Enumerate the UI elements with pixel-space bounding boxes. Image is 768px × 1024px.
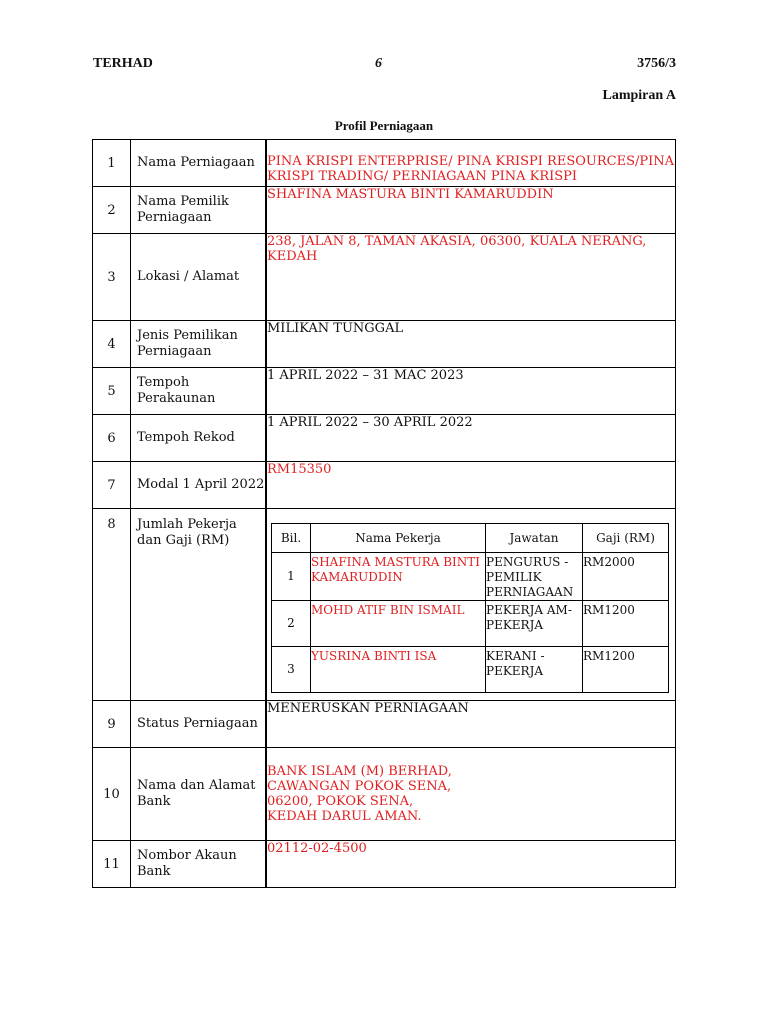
table-row — [272, 601, 669, 647]
bank-line: 06200, POKOK SENA, — [267, 794, 414, 809]
staff-salary[interactable] — [583, 601, 669, 647]
table-row — [93, 321, 676, 368]
staff-position[interactable] — [486, 601, 583, 647]
bank-line: KEDAH DARUL AMAN. — [267, 809, 422, 824]
bank-line: BANK ISLAM (M) BERHAD, — [267, 764, 452, 779]
field-label: Modal 1 April 2022 — [131, 462, 267, 509]
table-row — [93, 368, 676, 415]
table-row — [93, 462, 676, 509]
accounting-period-value[interactable] — [266, 368, 676, 415]
row-number: 4 — [93, 321, 131, 368]
bank-line: CAWANGAN POKOK SENA, — [267, 779, 452, 794]
column-header: Jawatan — [486, 524, 583, 553]
staff-position-text: PENGURUS - PEMILIK PERNIAGAAN — [486, 555, 574, 599]
header-classification: TERHAD — [93, 56, 153, 71]
field-value: 238, JALAN 8, TAMAN AKASIA, 06300, KUALA NERANG, KEDAH — [267, 234, 647, 264]
row-number: 1 — [93, 140, 131, 187]
field-value: PINA KRISPI ENTERPRISE/ PINA KRISPI RESOURCES/PINA KRISPI TRADING/ PERNIAGAAN PINA KRISPI — [267, 154, 675, 184]
field-label: Nama dan Alamat Bank — [131, 748, 267, 841]
owner-name-value[interactable] — [266, 187, 676, 234]
field-label: Jenis Pemilikan Perniagaan — [131, 321, 267, 368]
field-value: 1 APRIL 2022 – 30 APRIL 2022 — [267, 415, 473, 430]
staff-name[interactable] — [311, 601, 486, 647]
ownership-type-value[interactable] — [266, 321, 676, 368]
paper-code: 3756/3 — [637, 56, 676, 71]
table-row — [93, 748, 676, 841]
staff-position-text: PEKERJA AM- PEKERJA — [486, 603, 572, 632]
field-label: Nama Perniagaan — [131, 140, 267, 187]
field-value: 1 APRIL 2022 – 31 MAC 2023 — [267, 368, 464, 383]
row-number: 7 — [93, 462, 131, 509]
row-number: 6 — [93, 415, 131, 462]
table-row — [93, 415, 676, 462]
table-row — [93, 701, 676, 748]
row-number: 10 — [93, 748, 131, 841]
row-number: 9 — [93, 701, 131, 748]
page-title: Profil Perniagaan — [334, 118, 434, 133]
field-value: MILIKAN TUNGGAL — [267, 321, 404, 336]
business-status-value[interactable] — [266, 701, 676, 748]
staff-name-text: YUSRINA BINTI ISA — [311, 649, 437, 663]
record-period-value[interactable] — [266, 415, 676, 462]
table-row — [93, 841, 676, 888]
field-value: RM15350 — [267, 462, 332, 477]
staff-bil: 3 — [272, 647, 311, 693]
capital-value[interactable] — [266, 462, 676, 509]
row-number: 8 — [93, 509, 131, 701]
staff-salary[interactable] — [583, 647, 669, 693]
staff-salary-text: RM1200 — [583, 649, 635, 663]
column-header: Nama Pekerja — [311, 524, 486, 553]
table-row — [93, 234, 676, 321]
staff-name[interactable] — [311, 647, 486, 693]
staff-table-header — [272, 524, 669, 553]
staff-salary[interactable] — [583, 553, 669, 601]
field-label: Lokasi / Alamat — [131, 234, 267, 321]
staff-name-text: MOHD ATIF BIN ISMAIL — [311, 603, 465, 617]
staff-bil: 2 — [272, 601, 311, 647]
table-row — [93, 140, 676, 187]
row-number: 2 — [93, 187, 131, 234]
staff-salary-text: RM2000 — [583, 555, 635, 569]
business-name-value[interactable] — [266, 140, 676, 187]
field-label: Jumlah Pekerja dan Gaji (RM) — [131, 509, 267, 701]
field-value: SHAFINA MASTURA BINTI KAMARUDDIN — [267, 187, 554, 202]
page-number: 6 — [375, 56, 382, 71]
column-header: Gaji (RM) — [583, 524, 669, 553]
table-row — [272, 647, 669, 693]
field-value — [267, 748, 675, 824]
staff-name-text: SHAFINA MASTURA BINTI KAMARUDDIN — [311, 555, 481, 584]
field-value: MENERUSKAN PERNIAGAAN — [267, 701, 469, 716]
column-header: Bil. — [272, 524, 311, 553]
address-value[interactable] — [266, 234, 676, 321]
bank-address-value[interactable] — [266, 748, 676, 841]
field-label: Status Perniagaan — [131, 701, 267, 748]
staff-name[interactable] — [311, 553, 486, 601]
field-label: Nombor Akaun Bank — [131, 841, 267, 888]
row-number: 3 — [93, 234, 131, 321]
staff-position[interactable] — [486, 553, 583, 601]
field-label: Nama Pemilik Perniagaan — [131, 187, 267, 234]
staff-value-cell — [266, 509, 676, 701]
row-number: 5 — [93, 368, 131, 415]
row-number: 11 — [93, 841, 131, 888]
staff-salary-text: RM1200 — [583, 603, 635, 617]
table-row — [272, 553, 669, 601]
table-row — [93, 187, 676, 234]
table-row — [93, 509, 676, 701]
staff-position[interactable] — [486, 647, 583, 693]
staff-position-text: KERANI - PEKERJA — [486, 649, 545, 678]
staff-bil: 1 — [272, 553, 311, 601]
field-label: Tempoh Rekod — [131, 415, 267, 462]
staff-table — [271, 523, 669, 693]
field-label: Tempoh Perakaunan — [131, 368, 267, 415]
appendix-label: Lampiran A — [602, 88, 676, 103]
account-number-value[interactable] — [266, 841, 676, 888]
field-value: 02112-02-4500 — [267, 841, 367, 856]
business-profile-table — [92, 139, 676, 888]
